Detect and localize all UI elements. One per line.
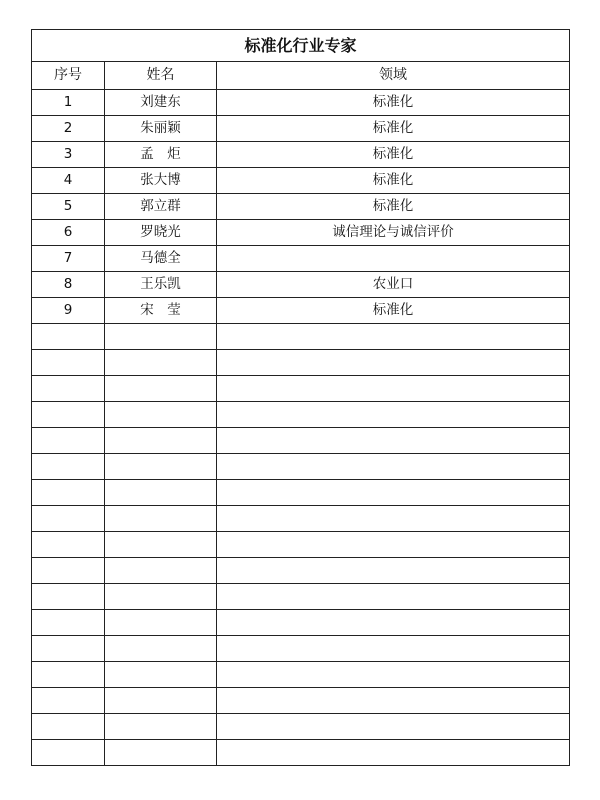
- cell-name: [105, 324, 217, 350]
- cell-number: [32, 636, 105, 662]
- cell-field: 标准化: [217, 168, 570, 194]
- table-row: [32, 168, 570, 194]
- empty-table-row: [32, 428, 570, 454]
- cell-field: 农业口: [217, 272, 570, 298]
- table-row: [32, 272, 570, 298]
- cell-name: [105, 688, 217, 714]
- cell-name: [105, 558, 217, 584]
- column-header-field: 领域: [217, 62, 570, 90]
- column-header-number: 序号: [32, 62, 105, 90]
- cell-name: 孟 炬: [105, 142, 217, 168]
- cell-field: [217, 454, 570, 480]
- empty-table-row: [32, 480, 570, 506]
- cell-number: [32, 376, 105, 402]
- empty-table-row: [32, 506, 570, 532]
- empty-table-row: [32, 350, 570, 376]
- cell-name: 罗晓光: [105, 220, 217, 246]
- expert-table: [31, 29, 570, 766]
- cell-field: [217, 584, 570, 610]
- cell-field: [217, 402, 570, 428]
- cell-name: [105, 454, 217, 480]
- cell-field: [217, 636, 570, 662]
- expert-roster-sheet: [31, 29, 569, 766]
- cell-number: 7: [32, 246, 105, 272]
- cell-name: [105, 480, 217, 506]
- cell-name: 马德全: [105, 246, 217, 272]
- column-header-name: 姓名: [105, 62, 217, 90]
- cell-name: [105, 740, 217, 766]
- cell-name: [105, 610, 217, 636]
- cell-field: [217, 428, 570, 454]
- table-row: [32, 246, 570, 272]
- empty-table-row: [32, 740, 570, 766]
- cell-name: 张大博: [105, 168, 217, 194]
- empty-table-row: [32, 376, 570, 402]
- cell-field: [217, 246, 570, 272]
- title-row: [32, 30, 570, 62]
- cell-number: 8: [32, 272, 105, 298]
- cell-number: 1: [32, 90, 105, 116]
- empty-table-row: [32, 584, 570, 610]
- cell-name: 郭立群: [105, 194, 217, 220]
- cell-field: [217, 558, 570, 584]
- empty-table-row: [32, 688, 570, 714]
- cell-name: 朱丽颖: [105, 116, 217, 142]
- cell-name: 王乐凯: [105, 272, 217, 298]
- table-body: [32, 90, 570, 766]
- cell-field: [217, 688, 570, 714]
- cell-name: [105, 428, 217, 454]
- cell-field: [217, 532, 570, 558]
- cell-number: [32, 428, 105, 454]
- cell-number: [32, 610, 105, 636]
- cell-number: [32, 350, 105, 376]
- table-row: [32, 90, 570, 116]
- cell-field: 标准化: [217, 298, 570, 324]
- table-row: [32, 116, 570, 142]
- cell-number: 5: [32, 194, 105, 220]
- cell-field: 标准化: [217, 116, 570, 142]
- cell-field: [217, 324, 570, 350]
- table-row: [32, 142, 570, 168]
- cell-field: [217, 350, 570, 376]
- empty-table-row: [32, 558, 570, 584]
- cell-number: 9: [32, 298, 105, 324]
- cell-number: [32, 324, 105, 350]
- cell-name: [105, 532, 217, 558]
- cell-number: 4: [32, 168, 105, 194]
- table-row: [32, 220, 570, 246]
- cell-number: [32, 662, 105, 688]
- cell-number: [32, 402, 105, 428]
- table-row: [32, 194, 570, 220]
- empty-table-row: [32, 610, 570, 636]
- cell-field: 标准化: [217, 90, 570, 116]
- cell-name: 宋 莹: [105, 298, 217, 324]
- cell-name: [105, 506, 217, 532]
- cell-name: [105, 376, 217, 402]
- empty-table-row: [32, 324, 570, 350]
- cell-name: [105, 714, 217, 740]
- empty-table-row: [32, 402, 570, 428]
- cell-name: [105, 584, 217, 610]
- cell-field: 标准化: [217, 142, 570, 168]
- cell-number: [32, 714, 105, 740]
- cell-field: [217, 376, 570, 402]
- cell-field: [217, 506, 570, 532]
- cell-field: [217, 714, 570, 740]
- cell-name: 刘建东: [105, 90, 217, 116]
- cell-number: 3: [32, 142, 105, 168]
- cell-field: 标准化: [217, 194, 570, 220]
- cell-number: [32, 740, 105, 766]
- cell-name: [105, 636, 217, 662]
- cell-field: [217, 740, 570, 766]
- empty-table-row: [32, 454, 570, 480]
- cell-number: [32, 480, 105, 506]
- cell-number: [32, 688, 105, 714]
- cell-name: [105, 662, 217, 688]
- empty-table-row: [32, 714, 570, 740]
- cell-number: [32, 506, 105, 532]
- cell-name: [105, 350, 217, 376]
- cell-number: [32, 558, 105, 584]
- cell-number: [32, 532, 105, 558]
- empty-table-row: [32, 636, 570, 662]
- cell-number: 6: [32, 220, 105, 246]
- empty-table-row: [32, 532, 570, 558]
- header-row: [32, 62, 570, 90]
- cell-field: [217, 610, 570, 636]
- cell-number: [32, 454, 105, 480]
- cell-number: 2: [32, 116, 105, 142]
- cell-field: 诚信理论与诚信评价: [217, 220, 570, 246]
- cell-field: [217, 662, 570, 688]
- table-title: 标准化行业专家: [32, 30, 570, 62]
- cell-field: [217, 480, 570, 506]
- cell-name: [105, 402, 217, 428]
- table-row: [32, 298, 570, 324]
- empty-table-row: [32, 662, 570, 688]
- cell-number: [32, 584, 105, 610]
